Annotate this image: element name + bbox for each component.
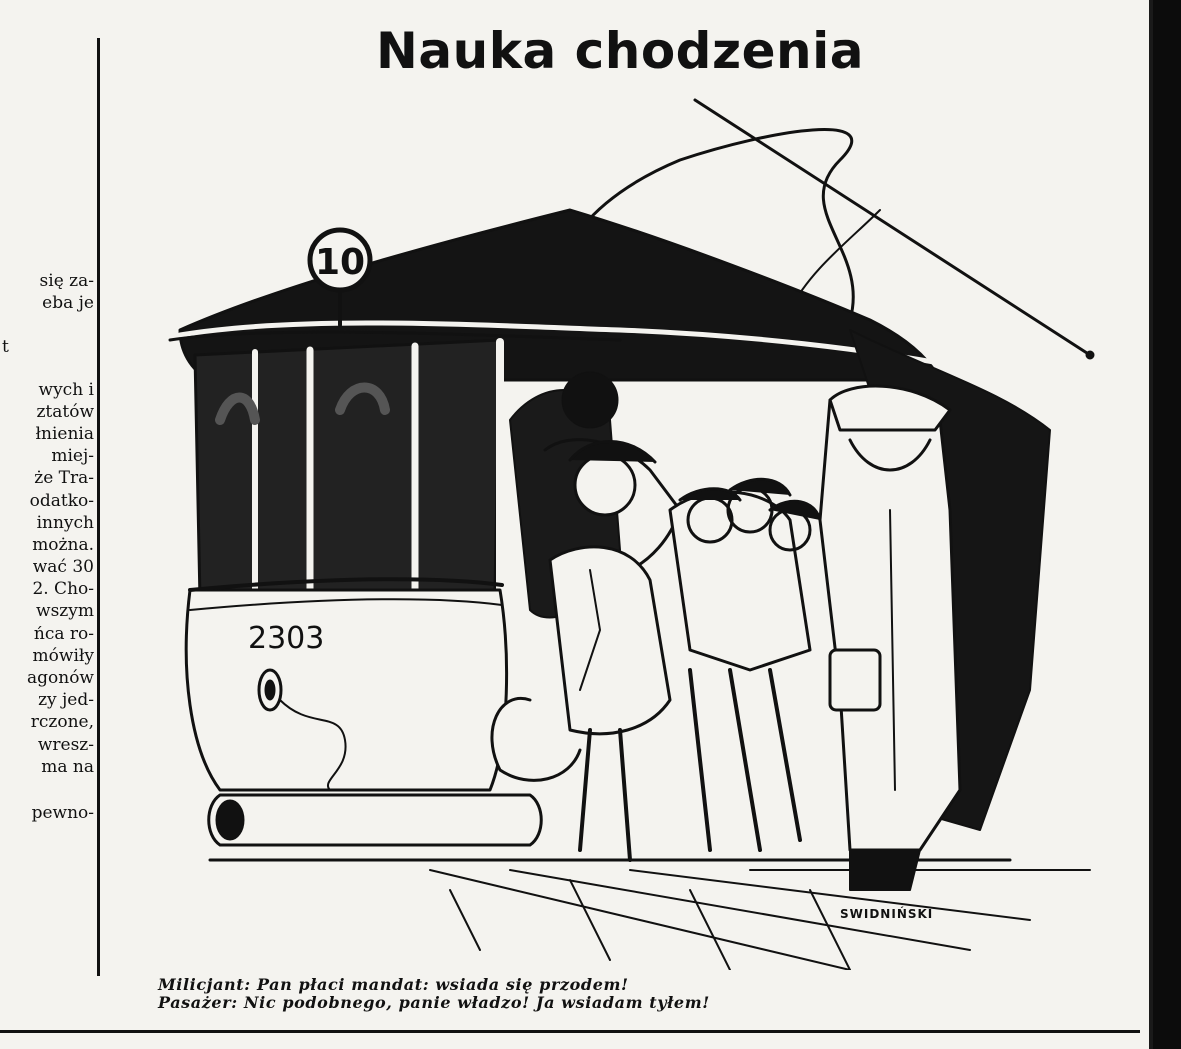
text-line: że Tra- — [34, 468, 94, 489]
tram-bumper — [209, 795, 542, 845]
text-line: odatko- — [29, 490, 94, 511]
text-line: miej- — [51, 446, 94, 467]
artist-signature: SWIDNIŃSKI — [840, 907, 934, 921]
policeman-figure — [820, 390, 960, 850]
text-line: ztatów — [36, 401, 94, 422]
text-line: wresz- — [37, 734, 94, 755]
text-line: wych i — [38, 379, 94, 400]
tram-cartoon-illustration — [150, 90, 1120, 970]
text-line: łnienia — [35, 423, 94, 444]
page-edge — [1153, 0, 1181, 1049]
text-line: mówiły — [32, 645, 94, 666]
text-line: się za- — [39, 271, 94, 291]
crowd-of-passengers — [492, 372, 960, 890]
tram-lower-body — [186, 590, 506, 790]
column-rule — [97, 38, 100, 976]
bottom-rule — [0, 1030, 1140, 1033]
cartoon-title: Nauka chodzenia — [376, 22, 864, 80]
text-line: wszym — [36, 601, 94, 622]
tram-window-area — [195, 340, 500, 600]
text-line: eba je — [42, 293, 94, 314]
car-number: 2303 — [248, 621, 325, 656]
route-number: 10 — [314, 242, 366, 283]
caption-line-policeman: Milicjant: Pan płaci mandat: wsiada się przodem! — [158, 975, 629, 994]
text-line: innych — [36, 512, 94, 533]
text-line: ma na — [41, 756, 94, 777]
text-line: ńca ro- — [33, 623, 94, 644]
caption-line-passenger: Pasażer: Nic podobnego, panie władzo! Ja wsiadam tyłem! — [158, 993, 710, 1012]
text-line: wać 30 — [32, 557, 94, 578]
text-line: pewno- — [31, 802, 94, 823]
text-line: zy jed- — [38, 690, 94, 711]
text-line: agonów — [27, 668, 94, 688]
text-line: 2. Cho- — [32, 579, 94, 600]
cartoon-caption — [158, 976, 1058, 1012]
left-column-text — [0, 270, 94, 824]
text-line: można. — [32, 534, 94, 555]
text-line: rczone, — [30, 712, 94, 733]
text-line: t — [2, 337, 9, 358]
